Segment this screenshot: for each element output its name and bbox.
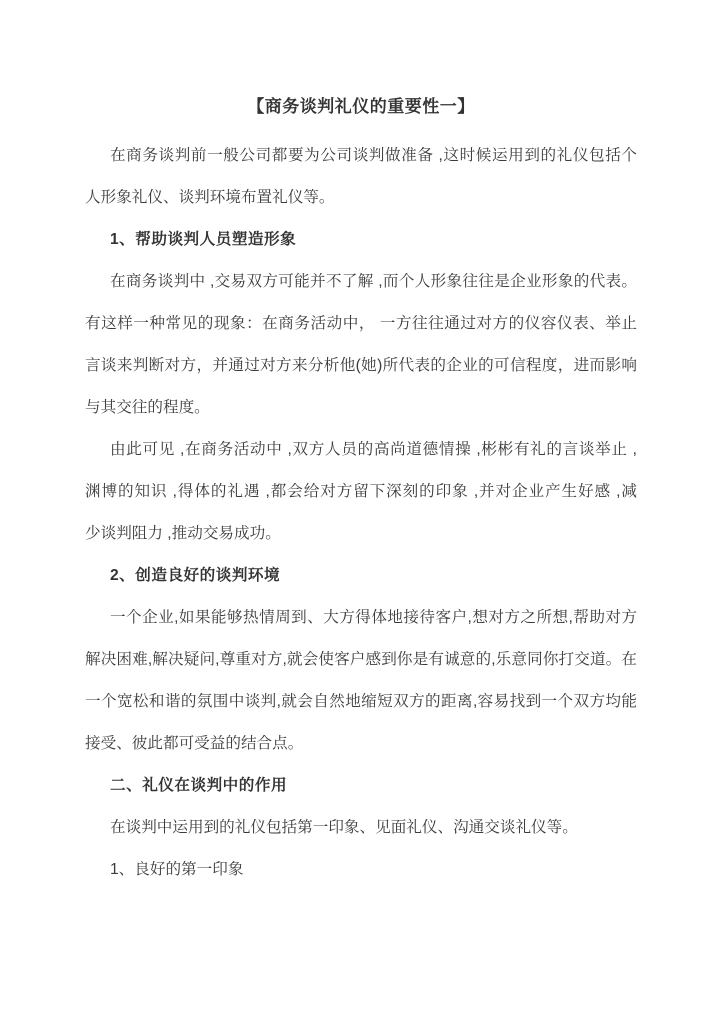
document-body bbox=[85, 135, 637, 891]
text-line: 有这样一种常见的现象：在商务活动中， 一方往往通过对方的仪容仪表、举止 bbox=[85, 315, 637, 332]
text-line: 一个宽松和谐的氛围中谈判,就会自然地缩短双方的距离,容易找到一个双方均能 bbox=[85, 693, 637, 710]
text-line: 人形象礼仪、谈判环境布置礼仪等。 bbox=[85, 189, 335, 206]
text-line: 一个企业,如果能够热情周到、大方得体地接待客户,想对方之所想,帮助对方 bbox=[110, 609, 637, 626]
section-heading: 1、帮助谈判人员塑造形象 bbox=[110, 231, 297, 248]
section-heading: 二、礼仪在谈判中的作用 bbox=[110, 777, 288, 794]
text-line: 在商务谈判中 ,交易双方可能并不了解 ,而个人形象往往是企业形象的代表。 bbox=[110, 273, 637, 290]
text-line: 少谈判阻力 ,推动交易成功。 bbox=[85, 525, 281, 542]
section-heading: 2、创造良好的谈判环境 bbox=[110, 567, 281, 584]
text-line: 接受、彼此都可受益的结合点。 bbox=[85, 735, 304, 752]
text-line: 在谈判中运用到的礼仪包括第一印象、见面礼仪、沟通交谈礼仪等。 bbox=[110, 819, 578, 836]
text-line: 在商务谈判前一般公司都要为公司谈判做准备 ,这时候运用到的礼仪包括个 bbox=[110, 147, 637, 164]
text-line: 言谈来判断对方，并通过对方来分析他(她)所代表的企业的可信程度，进而影响 bbox=[85, 357, 637, 374]
text-line: 1、良好的第一印象 bbox=[110, 861, 244, 878]
text-line: 与其交往的程度。 bbox=[85, 399, 210, 416]
text-line: 渊博的知识 ,得体的礼遇 ,都会给对方留下深刻的印象 ,并对企业产生好感 ,减 bbox=[85, 483, 637, 500]
document-title: 【商务谈判礼仪的重要性一】 bbox=[247, 97, 475, 116]
text-line: 由此可见 ,在商务活动中 ,双方人员的高尚道德情操 ,彬彬有礼的言谈举止 , bbox=[110, 441, 637, 458]
text-line: 解决困难,解决疑问,尊重对方,就会使客户感到你是有诚意的,乐意同你打交道。在 bbox=[85, 651, 637, 668]
